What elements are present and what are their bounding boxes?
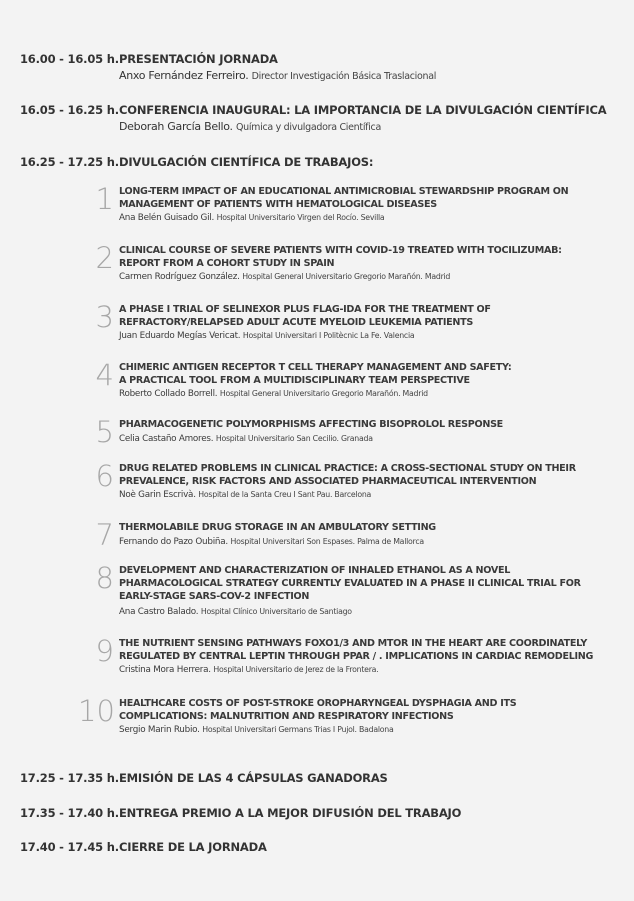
work-title-line: A PHASE I TRIAL OF SELINEXOR PLUS FLAG-IDA FOR THE TREATMENT OF (119, 304, 491, 315)
work-title-line: THERMOLABILE DRUG STORAGE IN AN AMBULATORY SETTING (119, 522, 436, 533)
work-title-line: PHARMACOGENETIC POLYMORPHISMS AFFECTING BISOPROLOL RESPONSE (119, 419, 503, 430)
work-title-line: PHARMACOLOGICAL STRATEGY CURRENTLY EVALUATED IN A PHASE II CLINICAL TRIAL FOR (119, 578, 581, 589)
schedule-time: 17.40 - 17.45 h. (20, 840, 119, 854)
work-number: 8 (95, 561, 114, 595)
work-number: 10 (78, 694, 115, 728)
work-title (119, 697, 619, 723)
author-name: Noè Garin Escrivà. (119, 490, 196, 500)
work-title-line: PREVALENCE, RISK FACTORS AND ASSOCIATED PHARMACEUTICAL INTERVENTION (119, 476, 537, 487)
work-number: 5 (95, 415, 114, 449)
work-title-line: DEVELOPMENT AND CHARACTERIZATION OF INHALED ETHANOL AS A NOVEL (119, 565, 511, 576)
author-name: Juan Eduardo Megías Vericat. (119, 331, 241, 341)
work-title (119, 462, 619, 488)
schedule-time: 17.35 - 17.40 h. (20, 806, 119, 820)
author-institution: Hospital Universitari I Politècnic La Fe. Valencia (242, 331, 415, 340)
author-name: Roberto Collado Borrell. (119, 389, 218, 399)
schedule-time: 16.00 - 16.05 h. (20, 52, 119, 66)
work-number: 6 (95, 459, 114, 493)
speaker-role: Química y divulgadora Científica (235, 122, 382, 133)
work-title (119, 637, 619, 663)
work-number: 4 (95, 358, 114, 392)
work-title-line: REGULATED BY CENTRAL LEPTIN THROUGH PPAR / . IMPLICATIONS IN CARDIAC REMODELING (119, 651, 594, 662)
work-author (119, 725, 619, 735)
work-title-line: HEALTHCARE COSTS OF POST-STROKE OROPHARYNGEAL DYSPHAGIA AND ITS (119, 698, 517, 709)
work-title (119, 244, 619, 270)
work-author (119, 331, 619, 341)
work-title-line: REPORT FROM A COHORT STUDY IN SPAIN (119, 258, 335, 269)
work-author (119, 607, 619, 617)
work-title (119, 521, 619, 534)
author-name: Carmen Rodríguez González. (119, 272, 240, 282)
work-title-line: DRUG RELATED PROBLEMS IN CLINICAL PRACTICE: A CROSS-SECTIONAL STUDY ON THEIR (119, 463, 576, 474)
author-institution: Hospital Universitario de Jerez de la Frontera. (213, 665, 379, 674)
author-name: Sergio Marin Rubio. (119, 725, 200, 735)
schedule-time: 16.25 - 17.25 h. (20, 155, 119, 169)
speaker-role: Director Investigación Básica Traslacional (251, 71, 437, 82)
schedule-speaker (119, 69, 436, 82)
author-institution: Hospital General Universitario Gregorio Marañón. Madrid (219, 389, 428, 398)
work-title (119, 564, 619, 603)
work-author (119, 389, 619, 399)
schedule-title: EMISIÓN DE LAS 4 CÁPSULAS GANADORAS (119, 771, 388, 785)
schedule-title: CIERRE DE LA JORNADA (119, 840, 267, 854)
work-title-line: MANAGEMENT OF PATIENTS WITH HEMATOLOGICAL DISEASES (119, 199, 437, 210)
work-author (119, 272, 619, 282)
work-number: 9 (95, 634, 114, 668)
schedule-time: 16.05 - 16.25 h. (20, 103, 119, 117)
work-title-line: THE NUTRIENT SENSING PATHWAYS FOXO1/3 AND MTOR IN THE HEART ARE COORDINATELY (119, 638, 588, 649)
author-name: Cristina Mora Herrera. (119, 665, 211, 675)
work-author (119, 434, 619, 444)
work-author (119, 537, 619, 547)
work-number: 3 (95, 300, 114, 334)
work-title-line: COMPLICATIONS: MALNUTRITION AND RESPIRATORY INFECTIONS (119, 711, 454, 722)
speaker-name: Anxo Fernández Ferreiro. (119, 69, 249, 82)
work-author (119, 213, 619, 223)
schedule-speaker (119, 120, 381, 133)
author-institution: Hospital Universitari Son Espases. Palma de Mallorca (230, 537, 424, 546)
work-number: 2 (95, 241, 114, 275)
work-title-line: REFRACTORY/RELAPSED ADULT ACUTE MYELOID LEUKEMIA PATIENTS (119, 317, 473, 328)
work-title-line: CLINICAL COURSE OF SEVERE PATIENTS WITH COVID-19 TREATED WITH TOCILIZUMAB: (119, 245, 562, 256)
schedule-title: PRESENTACIÓN JORNADA (119, 52, 278, 66)
author-institution: Hospital Universitario Virgen del Rocío. Sevilla (216, 213, 385, 222)
author-institution: Hospital Universitario San Cecilio. Granada (215, 434, 373, 443)
work-author (119, 490, 619, 500)
author-institution: Hospital de la Santa Creu I Sant Pau. Barcelona (198, 490, 372, 499)
author-name: Fernando do Pazo Oubiña. (119, 537, 228, 547)
work-title (119, 418, 619, 431)
author-institution: Hospital Universitari Germans Trias I Pujol. Badalona (202, 725, 394, 734)
author-institution: Hospital Clínico Universitario de Santiago (200, 607, 352, 616)
work-title-line: A PRACTICAL TOOL FROM A MULTIDISCIPLINARY TEAM PERSPECTIVE (119, 375, 470, 386)
work-number: 1 (95, 182, 114, 216)
work-author (119, 665, 619, 675)
author-name: Celia Castaño Amores. (119, 434, 214, 444)
schedule-title: CONFERENCIA INAUGURAL: LA IMPORTANCIA DE LA DIVULGACIÓN CIENTÍFICA (119, 103, 607, 117)
author-name: Ana Castro Balado. (119, 607, 199, 617)
work-title (119, 361, 619, 387)
schedule-title: ENTREGA PREMIO A LA MEJOR DIFUSIÓN DEL TRABAJO (119, 806, 462, 820)
work-title (119, 303, 619, 329)
schedule-time: 17.25 - 17.35 h. (20, 771, 119, 785)
author-name: Ana Belén Guisado Gil. (119, 213, 215, 223)
work-number: 7 (95, 518, 114, 552)
work-title-line: LONG-TERM IMPACT OF AN EDUCATIONAL ANTIMICROBIAL STEWARDSHIP PROGRAM ON (119, 186, 569, 197)
author-institution: Hospital General Universitario Gregorio Marañón. Madrid (242, 272, 451, 281)
speaker-name: Deborah García Bello. (119, 120, 233, 133)
work-title-line: EARLY-STAGE SARS-COV-2 INFECTION (119, 591, 310, 602)
schedule-title: DIVULGACIÓN CIENTÍFICA DE TRABAJOS: (119, 155, 374, 169)
work-title (119, 185, 619, 211)
work-title-line: CHIMERIC ANTIGEN RECEPTOR T CELL THERAPY MANAGEMENT AND SAFETY: (119, 362, 512, 373)
